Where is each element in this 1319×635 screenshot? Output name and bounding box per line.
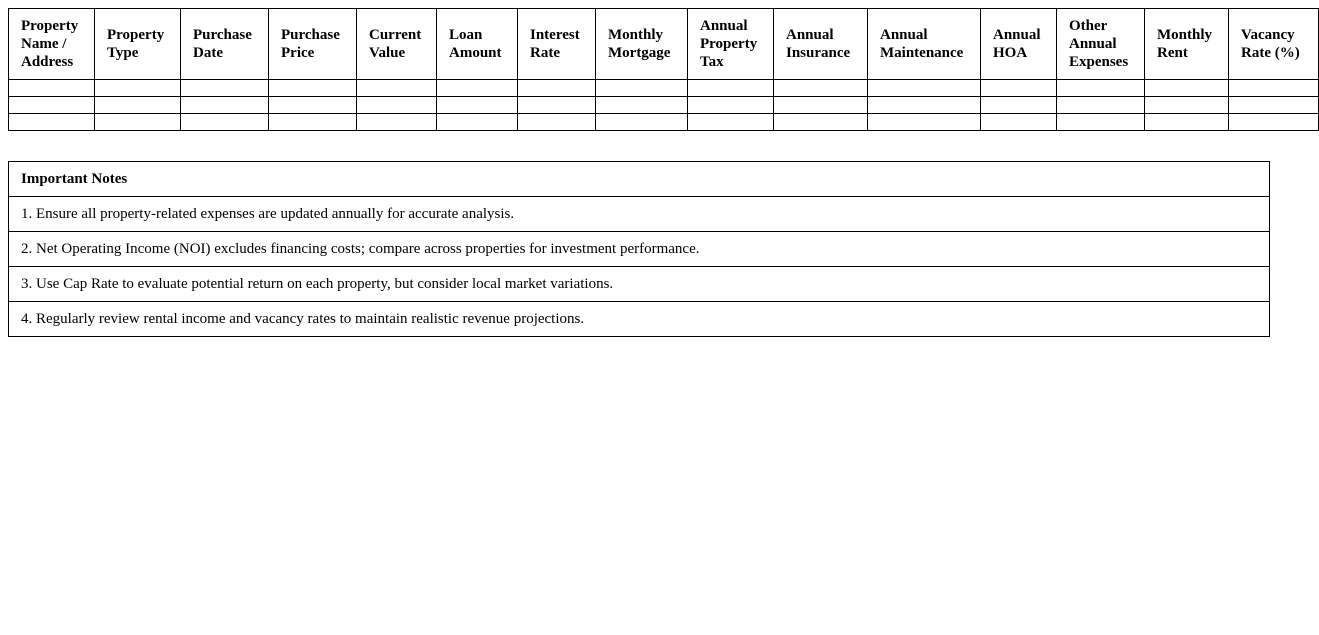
table-cell[interactable] [95, 114, 181, 131]
column-header: Annual Insurance [774, 9, 868, 80]
column-header: Annual Property Tax [688, 9, 774, 80]
table-cell[interactable] [1145, 80, 1229, 97]
column-header: Purchase Price [269, 9, 357, 80]
table-cell[interactable] [1057, 114, 1145, 131]
table-cell[interactable] [95, 97, 181, 114]
table-cell[interactable] [868, 114, 981, 131]
table-row [9, 114, 1319, 131]
column-header: Current Value [357, 9, 437, 80]
column-header: Monthly Mortgage [596, 9, 688, 80]
column-header: Interest Rate [518, 9, 596, 80]
note-text: 4. Regularly review rental income and vacancy rates to maintain realistic revenue projections. [9, 302, 1270, 337]
table-cell[interactable] [981, 97, 1057, 114]
note-row [9, 267, 1270, 302]
table-cell[interactable] [688, 80, 774, 97]
note-text: 3. Use Cap Rate to evaluate potential return on each property, but consider local market variations. [9, 267, 1270, 302]
column-header: Purchase Date [181, 9, 269, 80]
table-cell[interactable] [269, 97, 357, 114]
table-cell[interactable] [774, 80, 868, 97]
table-cell[interactable] [437, 97, 518, 114]
table-cell[interactable] [437, 80, 518, 97]
property-table-container [8, 8, 1300, 131]
column-header: Property Type [95, 9, 181, 80]
column-header: Monthly Rent [1145, 9, 1229, 80]
table-cell[interactable] [1145, 97, 1229, 114]
notes-heading-row [9, 162, 1270, 197]
table-cell[interactable] [9, 80, 95, 97]
column-header: Other Annual Expenses [1057, 9, 1145, 80]
table-row [9, 97, 1319, 114]
note-row [9, 302, 1270, 337]
column-header: Property Name / Address [9, 9, 95, 80]
table-cell[interactable] [357, 80, 437, 97]
table-cell[interactable] [269, 114, 357, 131]
table-cell[interactable] [1057, 80, 1145, 97]
table-cell[interactable] [1145, 114, 1229, 131]
note-row [9, 197, 1270, 232]
table-cell[interactable] [1057, 97, 1145, 114]
table-cell[interactable] [518, 114, 596, 131]
table-header-row [9, 9, 1319, 80]
table-row [9, 80, 1319, 97]
important-notes-table [8, 161, 1270, 337]
table-cell[interactable] [437, 114, 518, 131]
note-text: 1. Ensure all property-related expenses are updated annually for accurate analysis. [9, 197, 1270, 232]
table-cell[interactable] [181, 97, 269, 114]
column-header: Loan Amount [437, 9, 518, 80]
table-cell[interactable] [95, 80, 181, 97]
table-cell[interactable] [357, 114, 437, 131]
table-cell[interactable] [596, 80, 688, 97]
table-cell[interactable] [868, 97, 981, 114]
table-cell[interactable] [9, 114, 95, 131]
column-header: Annual HOA [981, 9, 1057, 80]
table-cell[interactable] [1229, 80, 1319, 97]
note-row [9, 232, 1270, 267]
table-cell[interactable] [981, 80, 1057, 97]
table-cell[interactable] [688, 114, 774, 131]
table-cell[interactable] [518, 80, 596, 97]
table-cell[interactable] [981, 114, 1057, 131]
table-cell[interactable] [181, 114, 269, 131]
table-cell[interactable] [269, 80, 357, 97]
table-cell[interactable] [518, 97, 596, 114]
table-cell[interactable] [1229, 114, 1319, 131]
column-header: Annual Maintenance [868, 9, 981, 80]
table-cell[interactable] [1229, 97, 1319, 114]
table-cell[interactable] [868, 80, 981, 97]
column-header: Vacancy Rate (%) [1229, 9, 1319, 80]
table-cell[interactable] [774, 114, 868, 131]
table-cell[interactable] [596, 114, 688, 131]
table-cell[interactable] [357, 97, 437, 114]
table-cell[interactable] [181, 80, 269, 97]
note-text: 2. Net Operating Income (NOI) excludes financing costs; compare across properties for investment performance. [9, 232, 1270, 267]
notes-title: Important Notes [9, 162, 1270, 197]
table-cell[interactable] [774, 97, 868, 114]
table-cell[interactable] [596, 97, 688, 114]
property-table [8, 8, 1319, 131]
table-cell[interactable] [9, 97, 95, 114]
table-cell[interactable] [688, 97, 774, 114]
table-body [9, 80, 1319, 131]
